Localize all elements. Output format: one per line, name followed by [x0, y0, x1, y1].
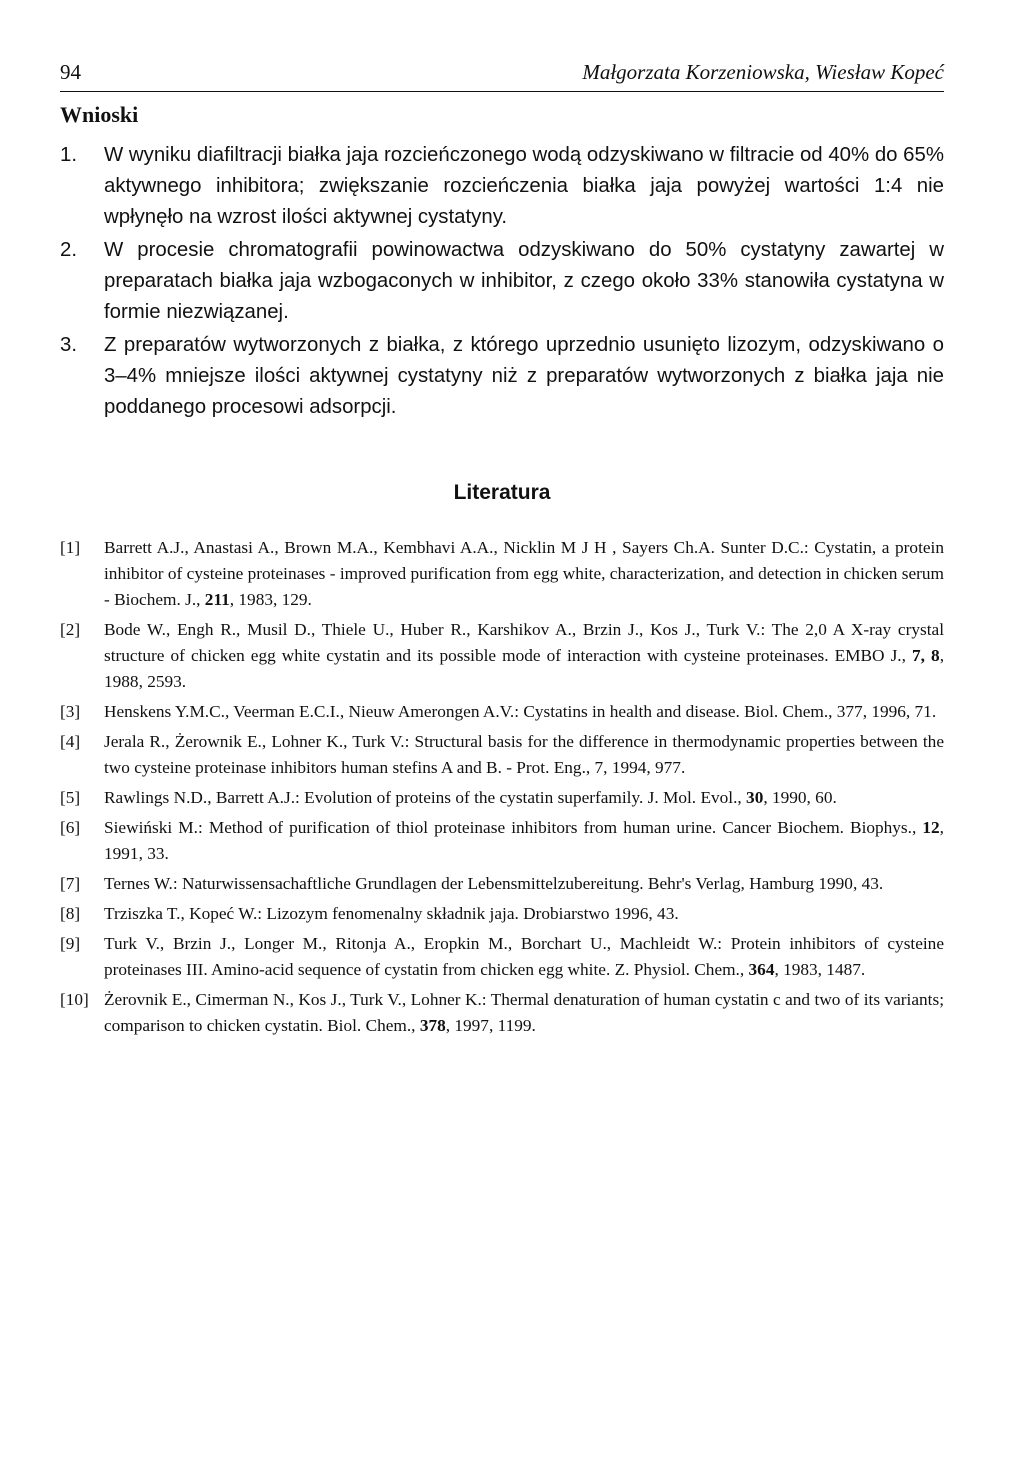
conclusion-number: 3.	[60, 334, 78, 356]
conclusion-number: 1.	[60, 144, 78, 166]
reference-number: [2]	[60, 620, 81, 639]
reference-text: Siewiński M.: Method of purification of thiol proteinase inhibitors from human urine. Cancer Biochem. Biophys.,	[104, 818, 923, 837]
reference-tail: , 1983, 129.	[229, 590, 312, 609]
reference-volume: 364	[748, 960, 775, 979]
reference-text: Jerala R., Żerownik E., Lohner K., Turk V.: Structural basis for the difference in thermodynamic properties between the two cysteine proteinase inhibitors human stefins A and B. - Prot. Eng., 7, 1994, 977.	[104, 732, 944, 777]
reference-text: Rawlings N.D., Barrett A.J.: Evolution of proteins of the cystatin superfamily. J. Mol. Evol.,	[104, 788, 747, 807]
reference-item	[60, 535, 944, 613]
conclusion-item	[60, 140, 944, 233]
reference-text: Henskens Y.M.C., Veerman E.C.I., Nieuw Amerongen A.V.: Cystatins in health and disease. Biol. Chem., 377, 1996, 71.	[104, 702, 937, 721]
reference-volume: 7, 8	[912, 646, 940, 665]
reference-tail: , 1991, 33.	[104, 818, 944, 863]
reference-item	[60, 901, 944, 927]
reference-volume: 30	[746, 788, 764, 807]
reference-number: [6]	[60, 818, 81, 837]
reference-text: Trziszka T., Kopeć W.: Lizozym fenomenalny składnik jaja. Drobiarstwo 1996, 43.	[104, 904, 679, 923]
reference-text: Bode W., Engh R., Musil D., Thiele U., Huber R., Karshikov A., Brzin J., Kos J., Turk V.: The 2,0 A X-ray crystal structure of chicken egg white cystatin and its possible mode of interaction with cysteine proteinases. EMBO J.,	[104, 620, 944, 665]
conclusion-item	[60, 330, 944, 423]
reference-tail: , 1988, 2593.	[104, 646, 945, 691]
reference-tail: , 1997, 1199.	[445, 1016, 536, 1035]
reference-item	[60, 815, 944, 867]
conclusion-text: W procesie chromatografii powinowactwa odzyskiwano do 50% cystatyny zawartej w preparatach białka jaja wzbogaconych w inhibitor, z czego około 33% stanowiła cystatyna w formie niezwiązanej.	[104, 239, 944, 323]
reference-item	[60, 699, 944, 725]
reference-item	[60, 785, 944, 811]
document-page	[60, 60, 944, 1043]
reference-volume: 378	[419, 1016, 446, 1035]
reference-number: [1]	[60, 538, 81, 557]
conclusion-number: 2.	[60, 239, 78, 261]
reference-text: Żerovnik E., Cimerman N., Kos J., Turk V., Lohner K.: Thermal denaturation of human cystatin c and two of its variants; comparison to chicken cystatin. Biol. Chem.,	[104, 990, 944, 1035]
running-header	[60, 60, 944, 92]
reference-item	[60, 987, 944, 1039]
reference-number: [8]	[60, 904, 81, 923]
reference-number: [10]	[60, 990, 89, 1009]
reference-volume: 211	[204, 590, 230, 609]
reference-number: [5]	[60, 788, 81, 807]
reference-number: [4]	[60, 732, 81, 751]
reference-tail: , 1990, 60.	[763, 788, 837, 807]
reference-tail: , 1983, 1487.	[774, 960, 866, 979]
reference-volume: 12	[922, 818, 940, 837]
conclusion-item	[60, 235, 944, 328]
reference-item	[60, 617, 944, 695]
reference-text: Ternes W.: Naturwissensachaftliche Grundlagen der Lebensmittelzubereitung. Behr's Verlag, Hamburg 1990, 43.	[104, 874, 884, 893]
references-heading: Literatura	[453, 481, 551, 504]
reference-item	[60, 729, 944, 781]
conclusion-text: Z preparatów wytworzonych z białka, z którego uprzednio usunięto lizozym, odzyskiwano o 3–4% mniejsze ilości aktywnej cystatyny niż z preparatów wytworzonych z białka jaja nie poddanego procesowi adsorpcji.	[104, 334, 944, 418]
reference-item	[60, 871, 944, 897]
reference-number: [3]	[60, 702, 81, 721]
reference-text: Turk V., Brzin J., Longer M., Ritonja A., Eropkin M., Borchart U., Machleidt W.: Protein inhibitors of cysteine proteinases III. Amino-acid sequence of cystatin from chicken egg white. Z. Physiol. Chem.,	[104, 934, 944, 979]
reference-text: Barrett A.J., Anastasi A., Brown M.A., Kembhavi A.A., Nicklin M J H , Sayers Ch.A. Sunter D.C.: Cystatin, a protein inhibitor of cysteine proteinases - improved purification from egg white, characterization, and detection in chicken serum - Biochem. J.,	[104, 538, 944, 609]
reference-number: [9]	[60, 934, 81, 953]
conclusions-list	[60, 140, 944, 423]
running-header-authors: Małgorzata Korzeniowska, Wiesław Kopeć	[582, 60, 944, 84]
conclusion-text: W wyniku diafiltracji białka jaja rozcieńczonego wodą odzyskiwano w filtracie od 40% do 65% aktywnego inhibitora; zwiększanie rozcieńczenia białka jaja powyżej wartości 1:4 nie wpłynęło na wzrost ilości aktywnej cystatyny.	[104, 144, 944, 228]
reference-list	[60, 535, 944, 1039]
conclusions-heading: Wnioski	[60, 102, 139, 127]
reference-number: [7]	[60, 874, 81, 893]
page-number: 94	[60, 60, 81, 84]
reference-item	[60, 931, 944, 983]
